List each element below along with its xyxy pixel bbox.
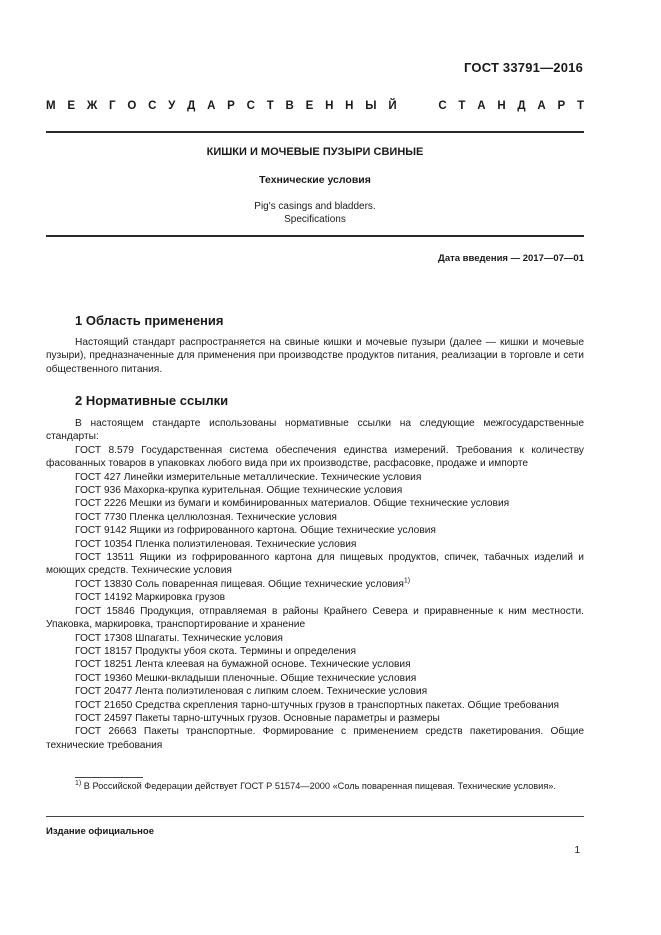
normative-reference	[46, 645, 584, 658]
banner-letter: А	[537, 100, 546, 112]
normative-reference	[46, 578, 584, 591]
banner-letter: С	[246, 100, 255, 112]
footer-rule	[46, 816, 584, 817]
normative-reference-text: ГОСТ 13830 Соль поваренная пищевая. Общие технические условия	[75, 578, 404, 590]
banner-letter: О	[127, 100, 137, 112]
normative-reference-text: ГОСТ 7730 Пленка целлюлозная. Технические условия	[75, 511, 337, 523]
normative-reference-text: ГОСТ 24597 Пакеты тарно-штучных грузов. Основные параметры и размеры	[75, 712, 440, 724]
normative-reference	[46, 538, 584, 551]
normative-reference	[46, 524, 584, 537]
normative-reference	[46, 497, 584, 510]
normative-reference-text: ГОСТ 19360 Мешки-вкладыши пленочные. Общие технические условия	[75, 672, 417, 684]
banner-letter: Р	[227, 100, 235, 112]
section-1-text	[46, 336, 584, 376]
normative-reference	[46, 685, 584, 698]
document-code: ГОСТ 33791—2016	[464, 60, 583, 75]
section-1-paragraph: Настоящий стандарт распространяется на свиные кишки и мочевые пузыри (далее — кишки и мочевые пузыри), предназначенные для применения при производстве продуктов питания, реализации в торговле и сети общественного питания.	[46, 337, 584, 375]
reference-footnote-mark: 1)	[403, 577, 411, 585]
banner-letter: Н	[325, 100, 334, 112]
normative-reference-text: ГОСТ 21650 Средства скрепления тарно-штучных грузов в транспортных пакетах. Общие требования	[75, 699, 560, 711]
normative-reference	[46, 672, 584, 685]
english-title-line2: Specifications	[284, 214, 346, 225]
normative-reference-text: ГОСТ 18157 Продукты убоя скота. Термины и определения	[75, 645, 356, 657]
banner-letter: С	[148, 100, 157, 112]
normative-reference-text: ГОСТ 2226 Мешки из бумаги и комбинированных материалов. Общие технические условия	[75, 498, 510, 510]
banner-letter: У	[168, 100, 176, 112]
banner-letter	[423, 100, 426, 112]
english-title	[46, 200, 584, 226]
banner-letter: Ы	[365, 100, 377, 112]
normative-reference-text: ГОСТ 14192 Маркировка грузов	[75, 592, 226, 604]
normative-reference-text: ГОСТ 26663 Пакеты транспортные. Формирование с применением средств пакетирования. Общие технические требования	[46, 726, 584, 751]
normative-reference-text: ГОСТ 15846 Продукция, отправляемая в районы Крайнего Севера и приравненные к ним местности. Упаковка, маркировка, транспортирование и хранение	[46, 605, 584, 631]
normative-reference	[46, 725, 584, 752]
banner-letter: Е	[67, 100, 76, 112]
normative-reference	[46, 632, 584, 645]
normative-reference-text: ГОСТ 9142 Ящики из гофрированного картона. Общие технические условия	[75, 525, 436, 537]
banner-letter: Т	[266, 100, 274, 112]
banner-letter: Г	[109, 100, 116, 112]
banner-letter: Н	[345, 100, 354, 112]
normative-reference	[46, 699, 584, 712]
normative-reference-text: ГОСТ 17308 Шпагаты. Технические условия	[75, 632, 283, 644]
normative-reference	[46, 484, 584, 497]
introduction-date: Дата введения — 2017—07—01	[438, 253, 584, 264]
banner-letter: М	[46, 100, 56, 112]
banner-letter: Д	[517, 100, 526, 112]
english-title-line1: Pig's casings and bladders.	[254, 201, 376, 212]
banner-letter: А	[477, 100, 486, 112]
normative-reference	[46, 658, 584, 671]
footnote-separator	[75, 777, 143, 778]
section-2-heading: 2 Нормативные ссылки	[75, 393, 229, 408]
document-title: КИШКИ И МОЧЕВЫЕ ПУЗЫРИ СВИНЫЕ	[206, 146, 424, 158]
footnote-text: В Российской Федерации действует ГОСТ Р 51574—2000 «Соль поваренная пищевая. Технические условия».	[81, 781, 556, 791]
normative-reference	[46, 551, 584, 578]
footnote	[46, 780, 584, 793]
normative-reference	[46, 605, 584, 632]
banner-letter: С	[438, 100, 447, 112]
section-2-intro: В настоящем стандарте использованы нормативные ссылки на следующие межгосударственные стандарты:	[46, 418, 584, 443]
footnote-mark: 1)	[75, 779, 82, 787]
normative-reference	[46, 591, 584, 604]
interstate-standard-banner	[46, 100, 584, 112]
banner-letter: Ж	[86, 100, 98, 112]
banner-letter: Р	[557, 100, 566, 112]
banner-letter	[408, 100, 411, 112]
banner-letter: Т	[458, 100, 466, 112]
title-rule	[46, 235, 584, 237]
banner-letter: Е	[305, 100, 314, 112]
section-1-heading: 1 Область применения	[75, 313, 224, 328]
normative-reference-text: ГОСТ 13511 Ящики из гофрированного картона для пищевых продуктов, спичек, табачных изделий и моющих средств. Технические условия	[46, 552, 584, 577]
banner-letter: Й	[388, 100, 397, 112]
header-rule	[46, 131, 584, 133]
normative-reference-text: ГОСТ 20477 Лента полиэтиленовая с липким слоем. Технические условия	[75, 686, 428, 698]
document-subtitle: Технические условия	[259, 174, 371, 186]
banner-letter: В	[285, 100, 294, 112]
normative-reference	[46, 712, 584, 725]
normative-reference-text: ГОСТ 18251 Лента клеевая на бумажной основе. Технические условия	[75, 659, 411, 671]
normative-reference	[46, 444, 584, 471]
section-2-text	[46, 417, 584, 752]
banner-letter: Н	[497, 100, 506, 112]
page-number: 1	[574, 845, 580, 856]
banner-letter: Д	[187, 100, 196, 112]
normative-reference-text: ГОСТ 8.579 Государственная система обеспечения единства измерений. Требования к количеству фасованных товаров в упаковках любого вида при их производстве, расфасовке, продаже и импорте	[46, 444, 584, 470]
banner-letter: Т	[576, 100, 584, 112]
banner-letter: А	[207, 100, 216, 112]
normative-reference-text: ГОСТ 936 Махорка-крупка курительная. Общие технические условия	[75, 485, 403, 497]
normative-reference	[46, 471, 584, 484]
official-edition-label: Издание официальное	[46, 826, 154, 837]
normative-reference	[46, 511, 584, 524]
normative-reference-text: ГОСТ 10354 Пленка полиэтиленовая. Технические условия	[75, 538, 357, 550]
normative-reference-text: ГОСТ 427 Линейки измерительные металлические. Технические условия	[75, 471, 422, 483]
